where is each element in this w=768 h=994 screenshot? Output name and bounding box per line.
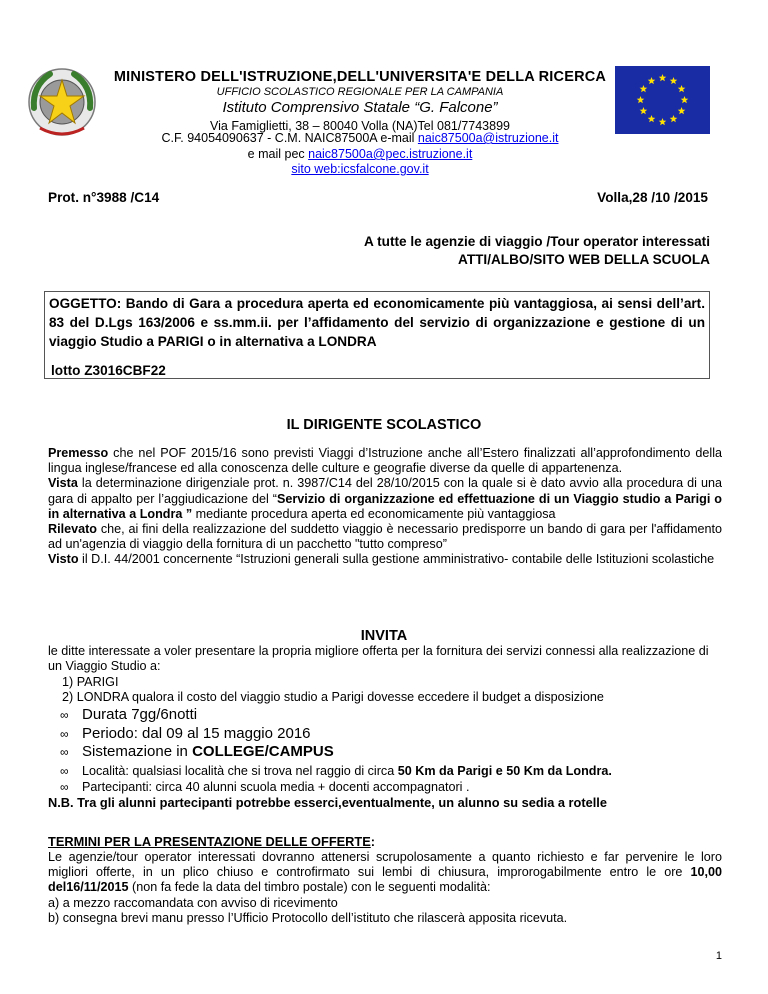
ministry-name: MINISTERO DELL'ISTRUZIONE,DELL'UNIVERSITA'E DELLA RICERCA	[113, 69, 607, 85]
terms-paragraph: Le agenzie/tour operator interessati dovranno attenersi scrupolosamente a quanto richiesto e far pervenire le loro migliori offerte, in un plico chiuso e controfirmato sui lembi di chiusura, improrogabilmente entro le ore 10,00 del16/11/2015 (non fa fede la data del timbro postale) con le seguenti modalità:	[48, 850, 722, 895]
infinity-bullet-icon: ∞	[60, 708, 69, 722]
recipients-line-1: A tutte le agenzie di viaggio /Tour operator interessati	[364, 234, 710, 249]
pec-label: e mail pec	[247, 147, 309, 161]
invita-text: le ditte interessate a voler presentare la propria migliore offerta per la fornitura dei servizi connessi alla realizzazione di un Viaggio Studio a:	[48, 644, 709, 674]
bullet-period: ∞ Periodo: dal 09 al 15 maggio 2016	[60, 724, 311, 742]
bullet-accommodation: ∞ Sistemazione in COLLEGE/CAMPUS	[60, 743, 334, 760]
terms-option-b: b) consegna brevi manu presso l’Ufficio Protocollo dell’istituto che rilascerà apposita ricevuta.	[48, 910, 568, 925]
subject-text: OGGETTO: Bando di Gara a procedura aperta ed economicamente più vantaggiosa, ai sensi dell’art. 83 del D.Lgs 163/2006 e ss.mm.ii. per l’affidamento del servizio di organizzazione e gestione di un viaggio Studio a PARIGI o in alternativa a LONDRA	[49, 296, 705, 349]
premesso-paragraph: Premesso che nel POF 2015/16 sono previsti Viaggi d’Istruzione anche all’Estero finalizzati all’approfondimento della lingua inglese/francese ed alla conoscenza delle culture e geografie diverse da quelle di appartenenza.	[48, 446, 722, 476]
page-number: 1	[715, 950, 722, 962]
bullet-participants: ∞ Partecipanti: circa 40 alunni scuola media + docenti accompagnatori .	[60, 780, 470, 794]
infinity-bullet-icon: ∞	[60, 780, 69, 794]
terms-option-a: a) a mezzo raccomandata con avviso di ricevimento	[48, 895, 338, 910]
infinity-bullet-icon: ∞	[60, 745, 69, 759]
destination-item-paris: 1) PARIGI	[62, 675, 119, 689]
recipients-line-2: ATTI/ALBO/SITO WEB DELLA SCUOLA	[458, 252, 710, 267]
vista-paragraph: Vista la determinazione dirigenziale prot. n. 3987/C14 del 28/10/2015 con la quale si è dato avvio alla procedura di una gara di appalto per l’aggiudicazione del “Servizio di organizzazione ed effettuazione di un Viaggio studio a Parigi o in alternativa a Londra ” mediante procedura aperta ed economicamente più vantaggiosa	[48, 476, 723, 521]
bullet-location: ∞ Località: qualsiasi località che si trova nel raggio di circa 50 Km da Parigi e 50 Km da Londra.	[60, 764, 612, 778]
protocol-number: Prot. n°3988 /C14	[48, 190, 160, 205]
bullet-duration: ∞ Durata 7gg/6notti	[60, 706, 198, 723]
terms-heading: TERMINI PER LA PRESENTAZIONE DELLE OFFERTE:	[48, 834, 376, 849]
visto-paragraph: Visto il D.I. 44/2001 concernente “Istruzioni generali sulla gestione amministrativo- contabile delle Istituzioni scolastiche	[48, 552, 715, 567]
european-union-flag-icon	[615, 66, 710, 134]
website-link[interactable]: sito web:icsfalcone.gov.it	[291, 162, 429, 176]
italian-republic-emblem-icon	[26, 66, 98, 140]
subject-box	[44, 291, 710, 379]
heading-dirigente: IL DIRIGENTE SCOLASTICO	[286, 417, 482, 433]
school-name: Istituto Comprensivo Statale “G. Falcone”	[222, 99, 498, 116]
school-email-link[interactable]: naic87500a@istruzione.it	[417, 131, 559, 145]
school-codes: C.F. 94054090637 - C.M. NAIC87500A e-mail	[161, 131, 418, 145]
lot-code: lotto Z3016CBF22	[51, 363, 166, 378]
regional-office: UFFICIO SCOLASTICO REGIONALE PER LA CAMPANIA	[216, 86, 504, 98]
document-date: Volla,28 /10 /2015	[597, 190, 708, 205]
destination-item-london: 2) LONDRA qualora il costo del viaggio studio a Parigi dovesse eccedere il budget a disposizione	[62, 690, 604, 705]
school-address: Via Famiglietti, 38 – 80040 Volla (NA)Tel 081/7743899	[210, 119, 510, 133]
rilevato-paragraph: Rilevato che, ai fini della realizzazione del suddetto viaggio è necessario predisporre un bando di gara per l'affidamento ad un'agenzia di viaggio della fornitura di un pacchetto "tutto compreso”	[48, 522, 722, 552]
nb-note: N.B. Tra gli alunni partecipanti potrebbe esserci,eventualmente, un alunno su sedia a rotelle	[48, 795, 607, 810]
infinity-bullet-icon: ∞	[60, 764, 69, 778]
pec-email-link[interactable]: naic87500a@pec.istruzione.it	[308, 147, 473, 161]
infinity-bullet-icon: ∞	[60, 726, 69, 741]
heading-invita: INVITA	[360, 628, 408, 644]
